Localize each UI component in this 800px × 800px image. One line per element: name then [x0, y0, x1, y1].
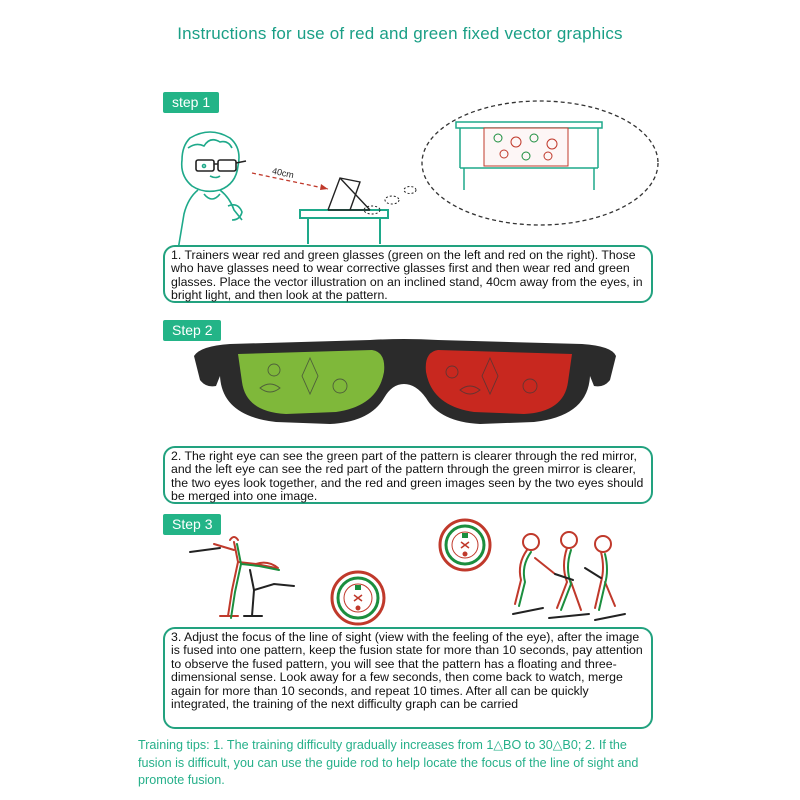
thought-bubble-icon	[420, 98, 660, 228]
distance-label: 40cm	[271, 165, 295, 181]
target-icon	[330, 570, 386, 626]
hockey-players-icon	[505, 528, 630, 626]
step-2-text: 2. The right eye can see the green part of the pattern is clearer through the red mirror, and the left eye can see the red part of the pattern through the green mirror is clearer, the two eyes look together, and the red and green images seen by the two eyes should be merged into one image.	[163, 446, 653, 504]
thought-bubble-dots	[360, 180, 420, 220]
step-2-label: Step 2	[163, 320, 221, 341]
step-3-label: Step 3	[163, 514, 221, 535]
step-3-text: 3. Adjust the focus of the line of sight (view with the feeling of the eye), after the image is fused into one pattern, keep the fusion state for more than 10 seconds, pay attention to observe the fused pattern, you will see that the pattern has a floating and three-dimensional sense. Look away for a few seconds, then come back to watch, merge again for more than 10 seconds, and repeat 10 times. After all can be quickly integrated, the training of the next difficulty graph can be carried	[163, 627, 653, 729]
skater-figure-icon	[180, 530, 305, 625]
page-title: Instructions for use of red and green fixed vector graphics	[177, 24, 623, 43]
step-1-text: 1. Trainers wear red and green glasses (green on the left and red on the right). Those who have glasses need to wear corrective glasses first and then wear red and green glasses. Place the vector illustration on an inclined stand, 40cm away from the eyes, in bright light, and then look at the pattern.	[163, 245, 653, 303]
glasses-icon	[190, 328, 620, 428]
target-icon	[438, 518, 492, 572]
step-1-label: step 1	[163, 92, 219, 113]
training-tips: Training tips: 1. The training difficulty gradually increases from 1△BO to 30△B0; 2. If the fusion is difficult, you can use the guide rod to help locate the focus of the line of sight and promote fusion.	[138, 738, 639, 787]
